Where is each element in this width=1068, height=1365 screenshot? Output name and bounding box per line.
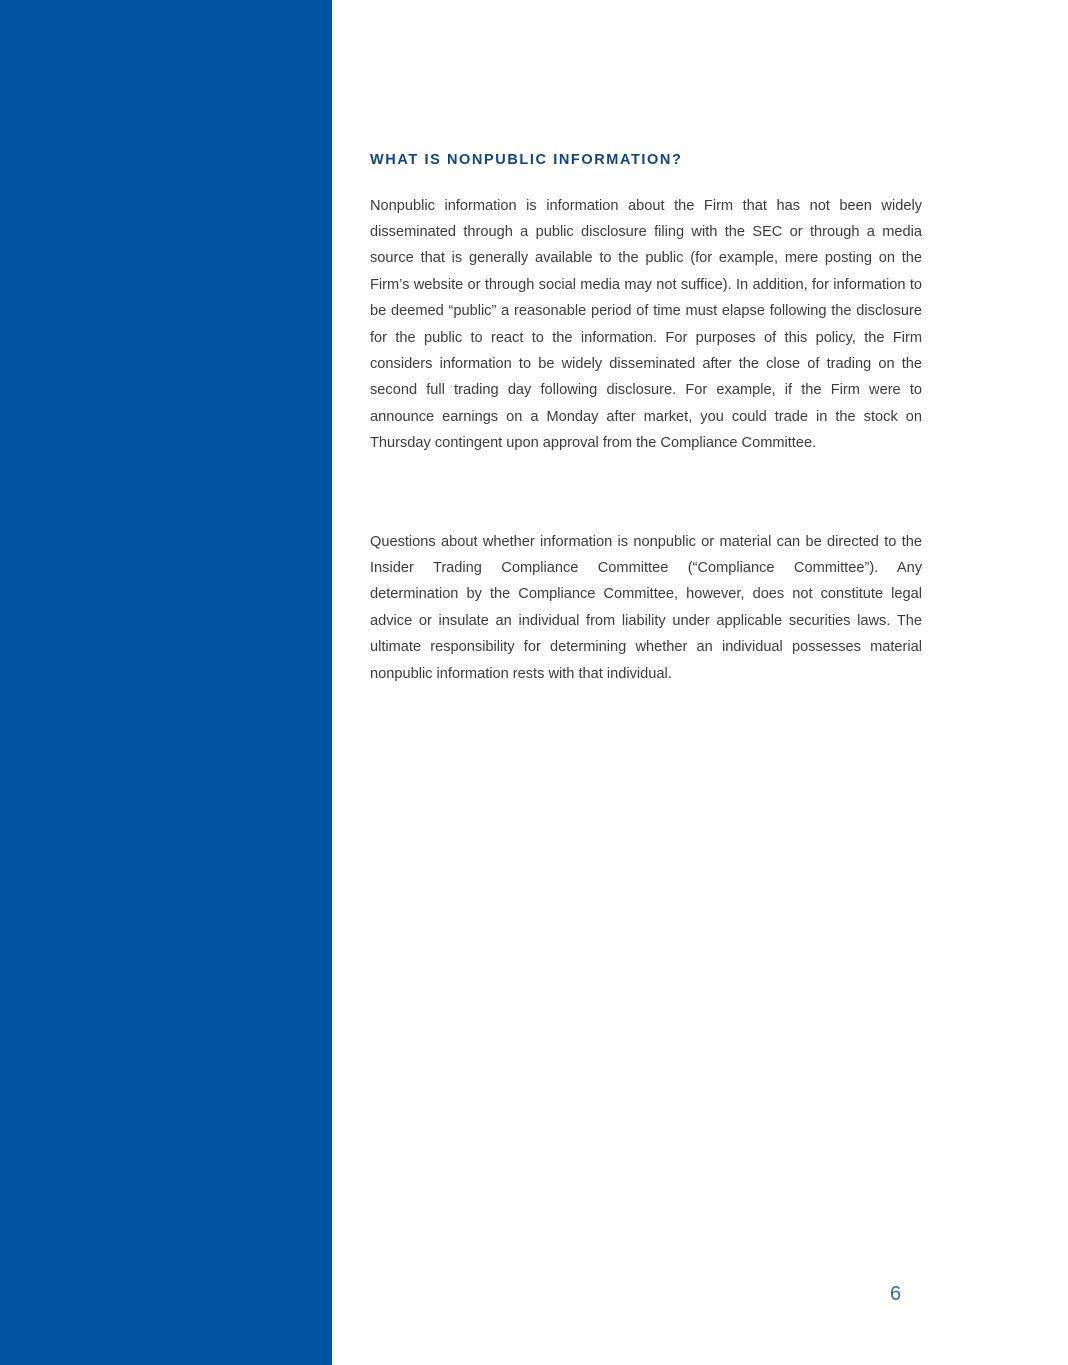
page-number: 6	[890, 1283, 902, 1305]
page-content	[370, 0, 922, 1365]
page-title: WHAT IS NONPUBLIC INFORMATION?	[370, 152, 683, 169]
body-paragraph-1: Nonpublic information is information about the Firm that has not been widely disseminated through a public disclosure filing with the SEC or through a media source that is generally available to the public (for example, mere posting on the Firm’s website or through social media may not suffice). In addition, for information to be deemed “public” a reasonable period of time must elapse following the disclosure for the public to react to the information. For purposes of this policy, the Firm considers information to be widely disseminated after the close of trading on the second full trading day following disclosure. For example, if the Firm were to announce earnings on a Monday after market, you could trade in the stock on Thursday contingent upon approval from the Compliance Committee.	[370, 197, 922, 452]
decorative-side-band	[0, 0, 332, 1365]
body-paragraph-2: Questions about whether information is nonpublic or material can be directed to the Insider Trading Compliance Committee (“Compliance Committee”). Any determination by the Compliance Committee, however, does not constitute legal advice or insulate an individual from liability under applicable securities laws. The ultimate responsibility for determining whether an individual possesses material nonpublic information rests with that individual.	[370, 533, 922, 682]
